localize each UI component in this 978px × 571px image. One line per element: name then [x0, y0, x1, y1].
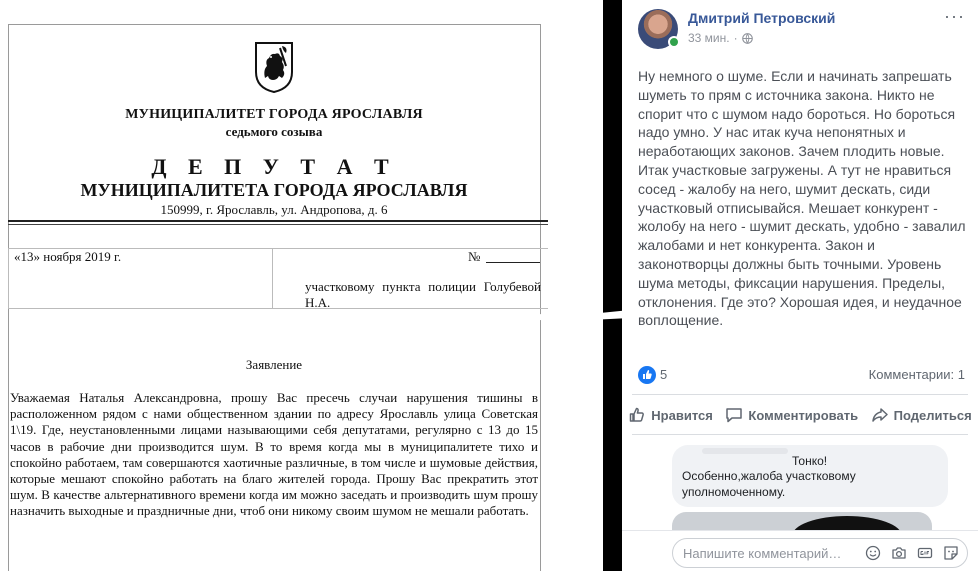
deputy-of: МУНИЦИПАЛИТЕТА ГОРОДА ЯРОСЛАВЛЯ: [80, 180, 468, 200]
table-border: [272, 248, 273, 308]
likes-count[interactable]: 5: [660, 367, 668, 382]
table-border: [8, 248, 9, 308]
collage-connector: [540, 300, 630, 330]
meta-separator: ·: [733, 31, 738, 45]
like-button-label: Нравится: [651, 407, 713, 423]
composer-tools: [865, 545, 959, 561]
online-status-indicator: [668, 36, 680, 48]
document-recipient: участковому пункта полиции Голубевой Н.А.: [305, 279, 541, 310]
comment-input[interactable]: [672, 538, 968, 568]
header-rule: [8, 220, 548, 222]
share-button-label: Поделиться: [893, 407, 972, 423]
comment-text: Особенно,жалоба участковому уполномоченному.: [682, 469, 856, 499]
globe-icon[interactable]: [742, 33, 753, 44]
comment-button-label: Комментировать: [748, 407, 859, 423]
post-author-link[interactable]: Дмитрий Петровский: [688, 10, 836, 26]
redacted-commenter-name: [702, 448, 788, 454]
header-rule: [8, 224, 548, 225]
document-date: «13» ноября 2019 г.: [14, 249, 122, 264]
comment-first-line: Тонко!: [792, 454, 828, 468]
like-reaction-icon[interactable]: [638, 366, 656, 384]
post-text: Ну немного о шуме. Если и начинать запрешать шуметь то прям с источника закона. Никто не спорит что с шумом надо бороться. Но бороться надо умно. У нас итак куча непонятных и неработающих законов. Зачем плодить новые. Итак участковые загружены. А тут не нравиться сосед - жалобу на него, шумит дескать, сиди участковый отписывайся. Мешает конкурент - жолобу на него - шумит дескать, удобно - завалил жалобами и нет конкурента. Закон и законотворцы должны быть точными. Уровень шума методы, фиксации нарушения. Пределы, отклонения. Где это? Хорошая идея, и неудачное воплощение.: [638, 68, 966, 329]
share-button[interactable]: [871, 406, 972, 424]
document-number-label: №: [468, 249, 481, 264]
comment-bubble-icon: [725, 406, 743, 424]
share-arrow-icon: [871, 406, 889, 424]
deputy-title: Д Е П У Т А Т: [151, 154, 397, 179]
paper-edge: [8, 24, 541, 25]
divider: [632, 434, 968, 435]
facebook-post: [622, 0, 978, 571]
yaroslavl-coat-of-arms-icon: [253, 40, 295, 94]
convocation: седьмого созыва: [225, 124, 323, 139]
org-title: МУНИЦИПАЛИТЕТ ГОРОДА ЯРОСЛАВЛЯ: [125, 107, 423, 122]
statement-title: Заявление: [245, 357, 303, 372]
divider: [632, 394, 968, 395]
gif-icon[interactable]: [917, 545, 933, 561]
statement-body: Уважаемая Наталья Александровна, прошу Вас пресечь случаи нарушения тишины в расположенном рядом с нами общественном здании по адресу Ярославль улица Советская 1\19. Где, неустановленными лицами называющими себя депутатами, регулярно с 13 до 15 часов в рабочие дни производится шум. В то время когда мы в муниципалитете тихо и спокойно работаем, там совершаются хаотичные различные, в том числе и шумовые действия, которые мешают спокойно работать на благо жителей города. Прошу Вас прекратить этот шум. В качестве альтернативного времени когда им можно заседать и производить шум прошу назначить выходные и праздничные дни, чтоб они никому своим шумом не мешали работать.: [10, 390, 538, 519]
document-number-line: [486, 262, 540, 263]
thumbs-up-icon: [628, 406, 646, 424]
post-meta: [688, 31, 753, 45]
thumbs-up-icon: [638, 366, 656, 384]
comments-count-link[interactable]: Комментарии: 1: [868, 367, 965, 382]
post-actions-bar: [622, 400, 978, 430]
emoji-icon[interactable]: [865, 545, 881, 561]
more-options-button[interactable]: ···: [944, 6, 965, 26]
org-address: 150999, г. Ярославль, ул. Андропова, д. 6: [160, 202, 388, 217]
comment-input-placeholder: Напишите комментарий…: [683, 546, 842, 561]
sticker-icon[interactable]: [943, 545, 959, 561]
comment-composer: [622, 530, 978, 571]
camera-icon[interactable]: [891, 545, 907, 561]
post-time[interactable]: 33 мин.: [688, 31, 730, 45]
like-button[interactable]: [628, 406, 713, 424]
comment-button[interactable]: [725, 406, 858, 424]
